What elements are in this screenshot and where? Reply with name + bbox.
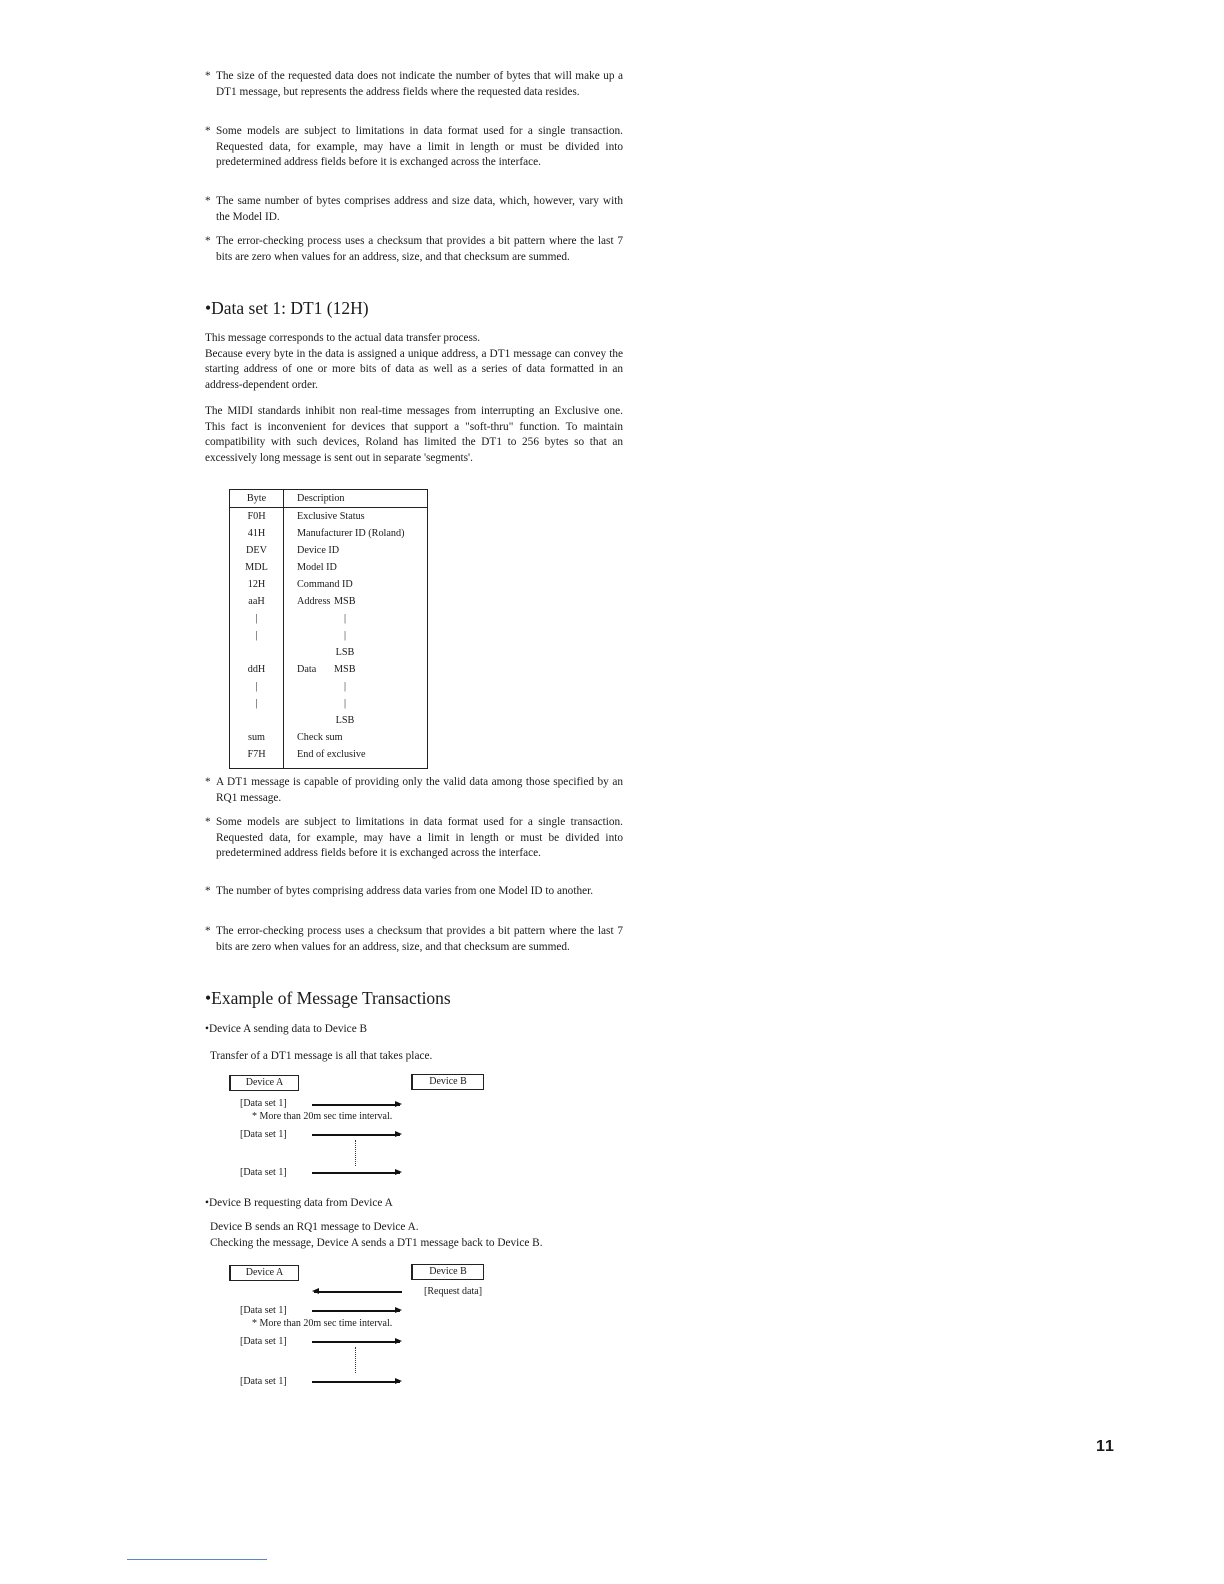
byte-cell: F7H <box>247 749 266 760</box>
subsection-title: •Device A sending data to Device B <box>205 1023 368 1035</box>
bullet-text: Some models are subject to limitations in data format used for a single transaction. Requested data, for example, may have a limit in length or must be divided into predetermined address fields before it is exchanged across the interface. <box>216 816 623 859</box>
byte-cell: 41H <box>247 528 266 539</box>
table-row <box>230 746 427 763</box>
paragraph: The MIDI standards inhibit non real-time messages from interrupting an Exclusive one. This fact is inconvenient for devices that support a "soft-thru" function. To maintain compatibility with such devices, Roland has limited the DT1 to 256 bytes so that an excessively long message is sent out in separate 'segments'. <box>205 405 623 464</box>
interval-note: * More than 20m sec time interval. <box>252 1111 393 1122</box>
intro-paragraph <box>205 331 623 393</box>
bullet-mark: * <box>205 195 211 207</box>
table-row <box>230 729 427 746</box>
table-row <box>230 644 427 661</box>
bullet-item <box>205 884 623 900</box>
byte-cell: | <box>255 681 258 692</box>
bullet-mark: * <box>205 816 211 828</box>
continuation-mark: | <box>343 613 347 624</box>
paragraph-text: Because every byte in the data is assigned a unique address, a DT1 message can convey the starting address of one or more bits of data as well as a series of data formatted in an address-dependent order. <box>205 347 623 391</box>
table-row <box>230 610 427 627</box>
bullet-text: Some models are subject to limitations in data format used for a single transaction. Requested data, for example, may have a limit in length or must be divided into predetermined address fields before it is exchanged across the interface. <box>216 125 623 168</box>
bullet-item <box>205 234 623 265</box>
bullet-mark: * <box>205 885 211 897</box>
data-set-label: [Data set 1] <box>240 1098 287 1109</box>
left-arrow-icon <box>314 1291 402 1293</box>
data-set-label: [Data set 1] <box>240 1376 287 1387</box>
table-row <box>230 661 427 678</box>
description-cell: End of exclusive <box>297 749 366 760</box>
right-arrow-icon <box>312 1381 400 1383</box>
table-row <box>230 508 427 525</box>
description-suffix: MSB <box>334 596 356 607</box>
description-suffix: MSB <box>334 664 356 675</box>
bullet-mark: * <box>205 235 211 247</box>
table-row <box>230 627 427 644</box>
page-number: 11 <box>1096 1438 1115 1455</box>
data-set-label: [Data set 1] <box>240 1167 287 1178</box>
right-arrow-icon <box>312 1134 400 1136</box>
description-cell: Model ID <box>297 562 337 573</box>
description-cell: Command ID <box>297 579 353 590</box>
table-row <box>230 542 427 559</box>
bullet-mark: * <box>205 125 211 137</box>
continuation-mark: | <box>343 630 347 641</box>
section-heading: •Example of Message Transactions <box>205 988 451 1008</box>
footer-rule <box>127 1559 267 1560</box>
bullet-mark: * <box>205 925 211 937</box>
table-row <box>230 593 427 610</box>
request-label: [Request data] <box>424 1286 483 1297</box>
data-set-label: [Data set 1] <box>240 1336 287 1347</box>
byte-cell: 12H <box>247 579 266 590</box>
bullet-item <box>205 775 623 806</box>
byte-cell: ddH <box>247 664 266 675</box>
description-cell: Device ID <box>297 545 340 556</box>
byte-cell: F0H <box>247 511 266 522</box>
bullet-text: The error-checking process uses a checksum that provides a bit pattern where the last 7 bits are zero when values for an address, size, and that checksum are summed. <box>216 235 623 263</box>
column-header: Description <box>297 493 345 504</box>
right-arrow-icon <box>312 1310 400 1312</box>
data-set-label: [Data set 1] <box>240 1129 287 1140</box>
byte-cell: | <box>255 630 258 641</box>
bullet-text: The size of the requested data does not indicate the number of bytes that will make up a DT1 message, but represents the address fields where the requested data resides. <box>216 70 623 98</box>
byte-cell: MDL <box>245 562 268 573</box>
description-suffix: LSB <box>335 715 355 726</box>
message-byte-table <box>229 489 428 769</box>
bullet-text: The same number of bytes comprises address and size data, which, however, vary with the Model ID. <box>216 195 623 223</box>
description-cell: Exclusive Status <box>297 511 365 522</box>
description-suffix: LSB <box>335 647 355 658</box>
table-row <box>230 712 427 729</box>
table-row <box>230 695 427 712</box>
paragraph-line: This message corresponds to the actual data transfer process. <box>205 332 481 344</box>
continuation-mark: | <box>343 698 347 709</box>
subsection-text: Device B sends an RQ1 message to Device A. <box>210 1221 419 1233</box>
table-row <box>230 525 427 542</box>
description-cell: Data <box>297 664 317 675</box>
bullet-text: The number of bytes comprising address data varies from one Model ID to another. <box>216 885 594 897</box>
continuation-dots <box>355 1347 356 1373</box>
device-b-box: Device B <box>411 1074 484 1090</box>
byte-cell: sum <box>248 732 265 743</box>
device-a-box: Device A <box>229 1265 299 1281</box>
table-row <box>230 678 427 695</box>
bullet-item <box>205 124 623 171</box>
subsection-text: Transfer of a DT1 message is all that takes place. <box>210 1050 433 1062</box>
subsection-text: Checking the message, Device A sends a DT1 message back to Device B. <box>210 1237 543 1249</box>
data-set-label: [Data set 1] <box>240 1305 287 1316</box>
bullet-mark: * <box>205 776 211 788</box>
device-b-box: Device B <box>411 1264 484 1280</box>
interval-note: * More than 20m sec time interval. <box>252 1318 393 1329</box>
bullet-item <box>205 69 623 100</box>
right-arrow-icon <box>312 1341 400 1343</box>
continuation-mark: | <box>343 681 347 692</box>
byte-cell: | <box>255 698 258 709</box>
bullet-text: A DT1 message is capable of providing only the valid data among those specified by an RQ1 message. <box>216 776 623 804</box>
bullet-item <box>205 194 623 225</box>
continuation-dots <box>355 1140 356 1166</box>
byte-cell: DEV <box>246 545 267 556</box>
device-a-box: Device A <box>229 1075 299 1091</box>
bullet-item <box>205 924 623 955</box>
table-header-row <box>230 490 427 507</box>
column-header: Byte <box>246 493 267 504</box>
section-heading: •Data set 1: DT1 (12H) <box>205 298 369 318</box>
right-arrow-icon <box>312 1104 400 1106</box>
description-cell: Manufacturer ID (Roland) <box>297 528 405 539</box>
bullet-item <box>205 815 623 862</box>
bullet-text: The error-checking process uses a checksum that provides a bit pattern where the last 7 bits are zero when values for an address, size, and that checksum are summed. <box>216 925 623 953</box>
bullet-mark: * <box>205 70 211 82</box>
right-arrow-icon <box>312 1172 400 1174</box>
byte-cell: | <box>255 613 258 624</box>
table-row <box>230 559 427 576</box>
description-cell: Address <box>297 596 331 607</box>
subsection-title: •Device B requesting data from Device A <box>205 1197 393 1209</box>
table-row <box>230 576 427 593</box>
byte-cell: aaH <box>248 596 265 607</box>
description-cell: Check sum <box>297 732 343 743</box>
